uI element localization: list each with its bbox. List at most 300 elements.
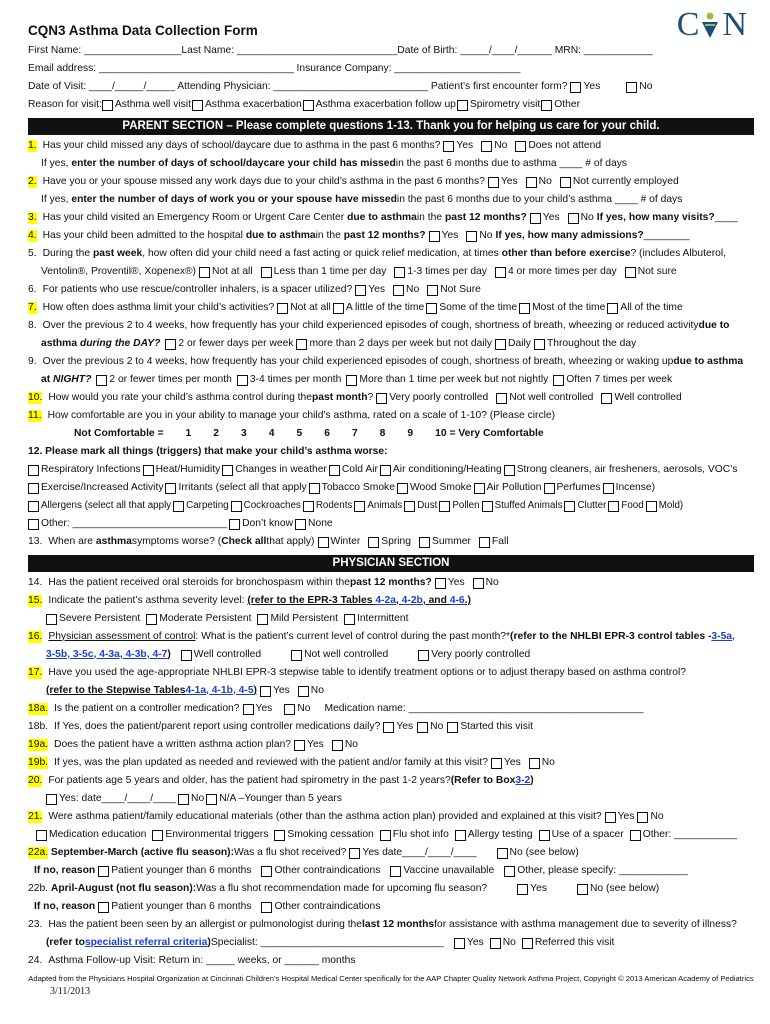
checkbox-icon[interactable] [419,537,430,548]
option-checkbox-item[interactable] [443,140,473,152]
option-checkbox-item[interactable] [630,829,737,841]
option-checkbox-item[interactable] [376,392,488,404]
option-checkbox-item[interactable] [534,338,636,350]
checkbox-icon[interactable] [303,501,314,512]
option-label: Heat/Humidity [155,463,221,475]
option-checkbox-item[interactable] [318,536,361,548]
option-checkbox-item[interactable] [243,703,273,715]
option-checkbox-item[interactable] [165,338,293,350]
checkbox-icon[interactable] [349,848,360,859]
q13-post: that apply) [266,535,315,547]
option-checkbox-item[interactable] [333,302,424,314]
option-checkbox-item[interactable] [261,266,387,278]
option-checkbox-item[interactable] [482,500,563,512]
option-checkbox-item[interactable] [496,392,593,404]
option-label: Respiratory Infections [41,463,141,475]
checkbox-icon[interactable] [544,483,555,494]
option-checkbox-item[interactable] [303,99,456,111]
option-checkbox-item[interactable] [329,464,378,476]
option-label: Yes [466,936,484,948]
option-label: Other: ___________________________ [41,517,228,529]
checkbox-icon[interactable] [605,812,616,823]
option-checkbox-item[interactable] [426,302,517,314]
checkbox-icon[interactable] [277,303,288,314]
checkbox-icon[interactable] [577,884,588,895]
option-checkbox-item[interactable] [473,577,499,589]
question-7 [28,299,754,317]
scale-value-8[interactable]: 8 [379,427,386,439]
option-checkbox-item[interactable] [568,212,594,224]
checkbox-icon[interactable] [447,722,458,733]
option-checkbox-item[interactable] [607,302,682,314]
option-checkbox-item[interactable] [46,793,176,805]
checkbox-icon[interactable] [491,758,502,769]
q15-reference: (refer to the EPR-3 Tables 4-2a, 4-2b, and 4-6.) [247,594,471,606]
checkbox-icon[interactable] [608,501,619,512]
checkbox-icon[interactable] [637,812,648,823]
checkbox-icon[interactable] [309,483,320,494]
option-checkbox-item[interactable] [488,176,518,188]
option-checkbox-item[interactable] [277,302,331,314]
option-label: Other: ___________ [642,828,738,840]
checkbox-icon[interactable] [222,465,233,476]
option-checkbox-item[interactable] [28,464,141,476]
checkbox-icon[interactable] [474,483,485,494]
scale-value-3[interactable]: 3 [241,427,247,439]
checkbox-icon[interactable] [291,650,302,661]
option-checkbox-item[interactable] [646,500,684,512]
option-checkbox-item[interactable] [603,482,656,494]
option-checkbox-item[interactable] [601,392,681,404]
checkbox-icon[interactable] [539,830,550,841]
checkbox-icon[interactable] [146,614,157,625]
option-checkbox-item[interactable] [146,613,251,625]
checkbox-icon[interactable] [466,231,477,242]
checkbox-icon[interactable] [603,483,614,494]
checkbox-icon[interactable] [439,501,450,512]
checkbox-icon[interactable] [454,938,465,949]
checkbox-icon[interactable] [294,740,305,751]
link-table-3-5a[interactable]: 3-5a, [711,630,735,642]
option-checkbox-item[interactable] [102,99,191,111]
checkbox-icon[interactable] [261,267,272,278]
checkbox-icon[interactable] [261,866,272,877]
option-checkbox-item[interactable] [605,811,635,823]
checkbox-icon[interactable] [368,537,379,548]
checkbox-icon[interactable] [383,722,394,733]
checkbox-icon[interactable] [178,794,189,805]
option-checkbox-item[interactable] [28,518,227,530]
medication-name-field[interactable]: Medication name: _________________________________________ [324,702,644,714]
option-checkbox-item[interactable] [294,739,324,751]
option-label: Yes [456,139,474,151]
option-label: Medication education [49,828,147,840]
checkbox-icon[interactable] [329,465,340,476]
checkbox-icon[interactable] [497,848,508,859]
checkbox-icon[interactable] [261,902,272,913]
option-checkbox-item[interactable] [539,829,624,841]
option-checkbox-item[interactable] [261,865,380,877]
visit-details-text[interactable]: Date of Visit: ____/_____/_____ Attending Physician: ___________________________ Patient’s first encounter form? [28,80,568,92]
checkbox-icon[interactable] [165,483,176,494]
option-checkbox-item[interactable] [519,302,605,314]
option-checkbox-item[interactable] [457,99,540,111]
q1-follow-bold: enter the number of days of school/daycare your child has missed [71,157,396,169]
checkbox-icon[interactable] [530,213,541,224]
checkbox-icon[interactable] [426,303,437,314]
q13-options [318,536,509,548]
option-checkbox-item[interactable] [393,284,419,296]
option-checkbox-item[interactable] [474,482,542,494]
q2-text: Have you or your spouse missed any work days due to your child’s asthma in the past 6 months? [42,175,485,187]
option-checkbox-item[interactable] [495,266,617,278]
checkbox-icon[interactable] [274,830,285,841]
checkbox-icon[interactable] [102,100,113,111]
checkbox-icon[interactable] [354,501,365,512]
option-checkbox-item[interactable] [229,518,293,530]
option-checkbox-item[interactable] [296,338,492,350]
option-label: Yes [307,738,324,750]
option-checkbox-item[interactable] [380,829,449,841]
option-checkbox-item[interactable] [429,230,459,242]
checkbox-icon[interactable] [46,794,57,805]
checkbox-icon[interactable] [318,537,329,548]
option-checkbox-item[interactable] [152,829,268,841]
option-checkbox-item[interactable] [291,649,388,661]
option-checkbox-item[interactable] [419,536,471,548]
option-checkbox-item[interactable] [199,266,253,278]
checkbox-icon[interactable] [229,519,240,530]
checkbox-icon[interactable] [260,686,271,697]
option-checkbox-item[interactable] [515,140,601,152]
checkbox-icon[interactable] [625,267,636,278]
option-checkbox-item[interactable] [479,536,509,548]
option-checkbox-item[interactable] [544,482,601,494]
checkbox-icon[interactable] [607,303,618,314]
option-checkbox-item[interactable] [553,374,672,386]
option-checkbox-item[interactable] [344,613,409,625]
option-checkbox-item[interactable] [222,464,327,476]
link-table-4-2b[interactable]: 4-2b [401,594,423,606]
question-24 [28,952,754,970]
checkbox-icon[interactable] [488,177,499,188]
demographics-line-1[interactable]: First Name: _________________Last Name: ____________________________Date of Birth: _____/____/______ MRN: ____________ [28,44,653,56]
checkbox-icon[interactable] [429,231,440,242]
checkbox-icon[interactable] [495,267,506,278]
checkbox-icon[interactable] [517,884,528,895]
option-label: All of the time [620,301,683,313]
checkbox-icon[interactable] [231,501,242,512]
option-checkbox-item[interactable] [383,721,413,733]
checkbox-icon[interactable] [181,650,192,661]
checkbox-icon[interactable] [564,501,575,512]
checkbox-icon[interactable] [332,740,343,751]
option-checkbox-item[interactable] [349,847,476,859]
checkbox-icon[interactable] [376,393,387,404]
checkbox-icon[interactable] [393,285,404,296]
option-checkbox-item[interactable] [143,464,221,476]
checkbox-icon[interactable] [165,339,176,350]
option-checkbox-item[interactable] [608,500,643,512]
checkbox-icon[interactable] [390,866,401,877]
option-checkbox-item[interactable] [380,464,502,476]
option-checkbox-item[interactable] [237,374,342,386]
q19a-text: Does the patient have a written asthma action plan? [54,738,292,750]
option-checkbox-item[interactable] [564,500,606,512]
checkbox-icon[interactable] [529,758,540,769]
q22b-reason-label: If no, reason [34,900,96,912]
option-checkbox-item[interactable] [36,829,146,841]
checkbox-icon[interactable] [96,375,107,386]
checkbox-icon[interactable] [473,578,484,589]
first-encounter-no[interactable] [626,81,652,93]
checkbox-icon[interactable] [298,686,309,697]
checkbox-icon[interactable] [490,938,501,949]
option-label: 1-3 times per day [407,265,487,277]
option-checkbox-item[interactable] [274,829,373,841]
option-checkbox-item[interactable] [261,901,380,913]
checkbox-icon[interactable] [479,537,490,548]
checkbox-icon[interactable] [303,100,314,111]
scale-value-9[interactable]: 9 [407,427,414,439]
checkbox-icon[interactable] [28,465,39,476]
option-checkbox-item[interactable] [346,374,548,386]
q19b-options [491,757,555,769]
checkbox-icon[interactable] [435,578,446,589]
first-encounter-yes[interactable] [570,81,600,93]
checkbox-icon[interactable] [455,830,466,841]
option-checkbox-item[interactable] [404,500,437,512]
q15-ref-and: , and [422,594,450,606]
checkbox-icon[interactable] [206,794,217,805]
checkbox-icon[interactable] [152,830,163,841]
checkbox-icon[interactable] [534,339,545,350]
checkbox-icon[interactable] [418,650,429,661]
q21-number: 21. [28,810,43,822]
option-checkbox-item[interactable] [397,482,472,494]
option-checkbox-item[interactable] [454,937,484,949]
option-checkbox-item[interactable] [491,757,521,769]
scale-value-1[interactable]: 1 [185,427,192,439]
option-checkbox-item[interactable] [96,374,231,386]
checkbox-icon[interactable] [284,704,295,715]
checkbox-icon[interactable] [560,177,571,188]
option-checkbox-item[interactable] [98,901,251,913]
option-checkbox-item[interactable] [522,937,615,949]
specialist-field[interactable]: Specialist: ________________________________ [210,936,444,948]
option-label: Stuffed Animals [494,500,563,512]
checkbox-icon[interactable] [28,519,39,530]
link-table-4-2a[interactable]: 4-2a [375,594,396,606]
option-checkbox-item[interactable] [165,482,306,494]
option-checkbox-item[interactable] [466,230,492,242]
scale-value-5[interactable]: 5 [296,427,303,439]
checkbox-icon[interactable] [243,704,254,715]
option-label: 2 or fewer days per week [178,337,294,349]
checkbox-icon[interactable] [570,82,581,93]
option-checkbox-item[interactable] [354,500,402,512]
q13-number: 13. [28,535,43,547]
checkbox-icon[interactable] [257,614,268,625]
checkbox-icon[interactable] [237,375,248,386]
option-checkbox-item[interactable] [368,536,411,548]
link-table-4-6[interactable]: 4-6 [449,594,465,606]
checkbox-icon[interactable] [481,141,492,152]
q9-text: Over the previous 2 to 4 weeks, how frequently has your child experienced episodes of cough, shortness of breath, wheezing or waking up [42,355,674,367]
option-checkbox-item[interactable] [637,811,663,823]
option-checkbox-item[interactable] [418,649,530,661]
checkbox-icon[interactable] [199,267,210,278]
option-label: Changes in weather [235,463,327,475]
checkbox-icon[interactable] [495,339,506,350]
option-checkbox-item[interactable] [257,613,338,625]
checkbox-icon[interactable] [380,830,391,841]
checkbox-icon[interactable] [28,501,39,512]
option-checkbox-item[interactable] [28,500,171,512]
checkbox-icon[interactable] [380,465,391,476]
link-box-3-2[interactable]: 3-2 [515,774,531,786]
option-checkbox-item[interactable] [181,649,261,661]
option-checkbox-item[interactable] [447,721,533,733]
option-checkbox-item[interactable] [355,284,385,296]
option-checkbox-item[interactable] [490,937,516,949]
checkbox-icon[interactable] [46,614,57,625]
checkbox-icon[interactable] [333,303,344,314]
checkbox-icon[interactable] [626,82,637,93]
option-checkbox-item[interactable] [439,500,479,512]
checkbox-icon[interactable] [295,519,306,530]
checkbox-icon[interactable] [541,100,552,111]
checkbox-icon[interactable] [355,285,366,296]
option-checkbox-item[interactable] [517,883,547,895]
option-checkbox-item[interactable] [309,482,395,494]
option-checkbox-item[interactable] [625,266,677,278]
option-checkbox-item[interactable] [192,99,302,111]
q20-options [28,790,754,808]
option-checkbox-item[interactable] [530,212,560,224]
option-label: No [310,684,324,696]
checkbox-icon[interactable] [173,501,184,512]
scale-value-4[interactable]: 4 [268,427,275,439]
link-specialist-referral[interactable]: specialist referral criteria [84,936,208,948]
option-checkbox-item[interactable] [455,829,533,841]
option-checkbox-item[interactable] [332,739,358,751]
checkbox-icon[interactable] [98,866,109,877]
scale-value-6[interactable]: 6 [324,427,330,439]
option-checkbox-item[interactable] [541,99,580,111]
option-checkbox-item[interactable] [298,685,324,697]
option-checkbox-item[interactable] [178,793,204,805]
checkbox-icon[interactable] [630,830,641,841]
checkbox-icon[interactable] [397,483,408,494]
option-checkbox-item[interactable] [504,464,738,476]
option-checkbox-item[interactable] [481,140,507,152]
checkbox-icon[interactable] [496,393,507,404]
option-label: Spring [381,535,412,547]
checkbox-icon[interactable] [143,465,154,476]
option-checkbox-item[interactable] [495,338,531,350]
option-checkbox-item[interactable] [206,793,342,805]
option-checkbox-item[interactable] [46,613,140,625]
option-checkbox-item[interactable] [295,518,333,530]
checkbox-icon[interactable] [346,375,357,386]
option-label: No [297,702,311,714]
option-checkbox-item[interactable] [526,176,552,188]
scale-value-10[interactable]: 10 = Very Comfortable [435,427,544,439]
option-checkbox-item[interactable] [173,500,228,512]
checkbox-icon[interactable] [344,614,355,625]
checkbox-icon[interactable] [36,830,47,841]
option-checkbox-item[interactable] [28,482,163,494]
option-label: Asthma exacerbation follow up [315,98,456,110]
checkbox-icon[interactable] [601,393,612,404]
checkbox-icon[interactable] [553,375,564,386]
checkbox-icon[interactable] [443,141,454,152]
checkbox-icon[interactable] [394,267,405,278]
link-control-tables[interactable]: 3-5b, 3-5c, 4-3a, 4-3b, 4-7 [46,648,168,660]
option-checkbox-item[interactable] [497,847,579,859]
link-stepwise-tables[interactable]: 4-1a, 4-1b, 4-5 [185,684,254,696]
follow-up-visit-field[interactable]: Asthma Follow-up Visit: Return in: _____ weeks, or ______ months [48,954,356,966]
checkbox-icon[interactable] [646,501,657,512]
checkbox-icon[interactable] [98,902,109,913]
option-label: Mild Persistent [270,612,338,624]
checkbox-icon[interactable] [192,100,203,111]
checkbox-icon[interactable] [515,141,526,152]
checkbox-icon[interactable] [296,339,307,350]
option-checkbox-item[interactable] [284,703,310,715]
q19a-number: 19a. [28,738,49,750]
option-checkbox-item[interactable] [390,865,494,877]
q3-number: 3. [28,211,37,223]
checkbox-icon[interactable] [28,483,39,494]
option-checkbox-item[interactable] [394,266,487,278]
option-label: More than 1 time per week but not nightly [359,373,549,385]
checkbox-icon[interactable] [417,722,428,733]
option-checkbox-item[interactable] [260,685,290,697]
option-checkbox-item[interactable] [417,721,443,733]
option-checkbox-item[interactable] [98,865,251,877]
scale-value-7[interactable]: 7 [351,427,358,439]
checkbox-icon[interactable] [504,866,515,877]
checkbox-icon[interactable] [568,213,579,224]
option-label: Yes [530,882,547,894]
option-checkbox-item[interactable] [577,883,659,895]
checkbox-icon[interactable] [427,285,438,296]
checkbox-icon[interactable] [519,303,530,314]
demographics-line-2[interactable]: Email address: __________________________________ Insurance Company: ______________________ [28,62,521,74]
option-label: 4 or more times per day [507,265,617,277]
checkbox-icon[interactable] [522,938,533,949]
q22a-reason [28,862,754,880]
checkbox-icon[interactable] [482,501,493,512]
option-checkbox-item[interactable] [504,865,688,877]
option-checkbox-item[interactable] [529,757,555,769]
option-checkbox-item[interactable] [427,284,481,296]
checkbox-icon[interactable] [526,177,537,188]
checkbox-icon[interactable] [404,501,415,512]
option-checkbox-item[interactable] [435,577,465,589]
option-checkbox-item[interactable] [231,500,301,512]
option-checkbox-item[interactable] [560,176,679,188]
checkbox-icon[interactable] [504,465,515,476]
option-label: Summer [432,535,471,547]
scale-value-2[interactable]: 2 [213,427,219,439]
option-label: Patient younger than 6 months [111,900,252,912]
checkbox-icon[interactable] [457,100,468,111]
option-checkbox-item[interactable] [303,500,353,512]
option-label: Food [621,500,644,512]
